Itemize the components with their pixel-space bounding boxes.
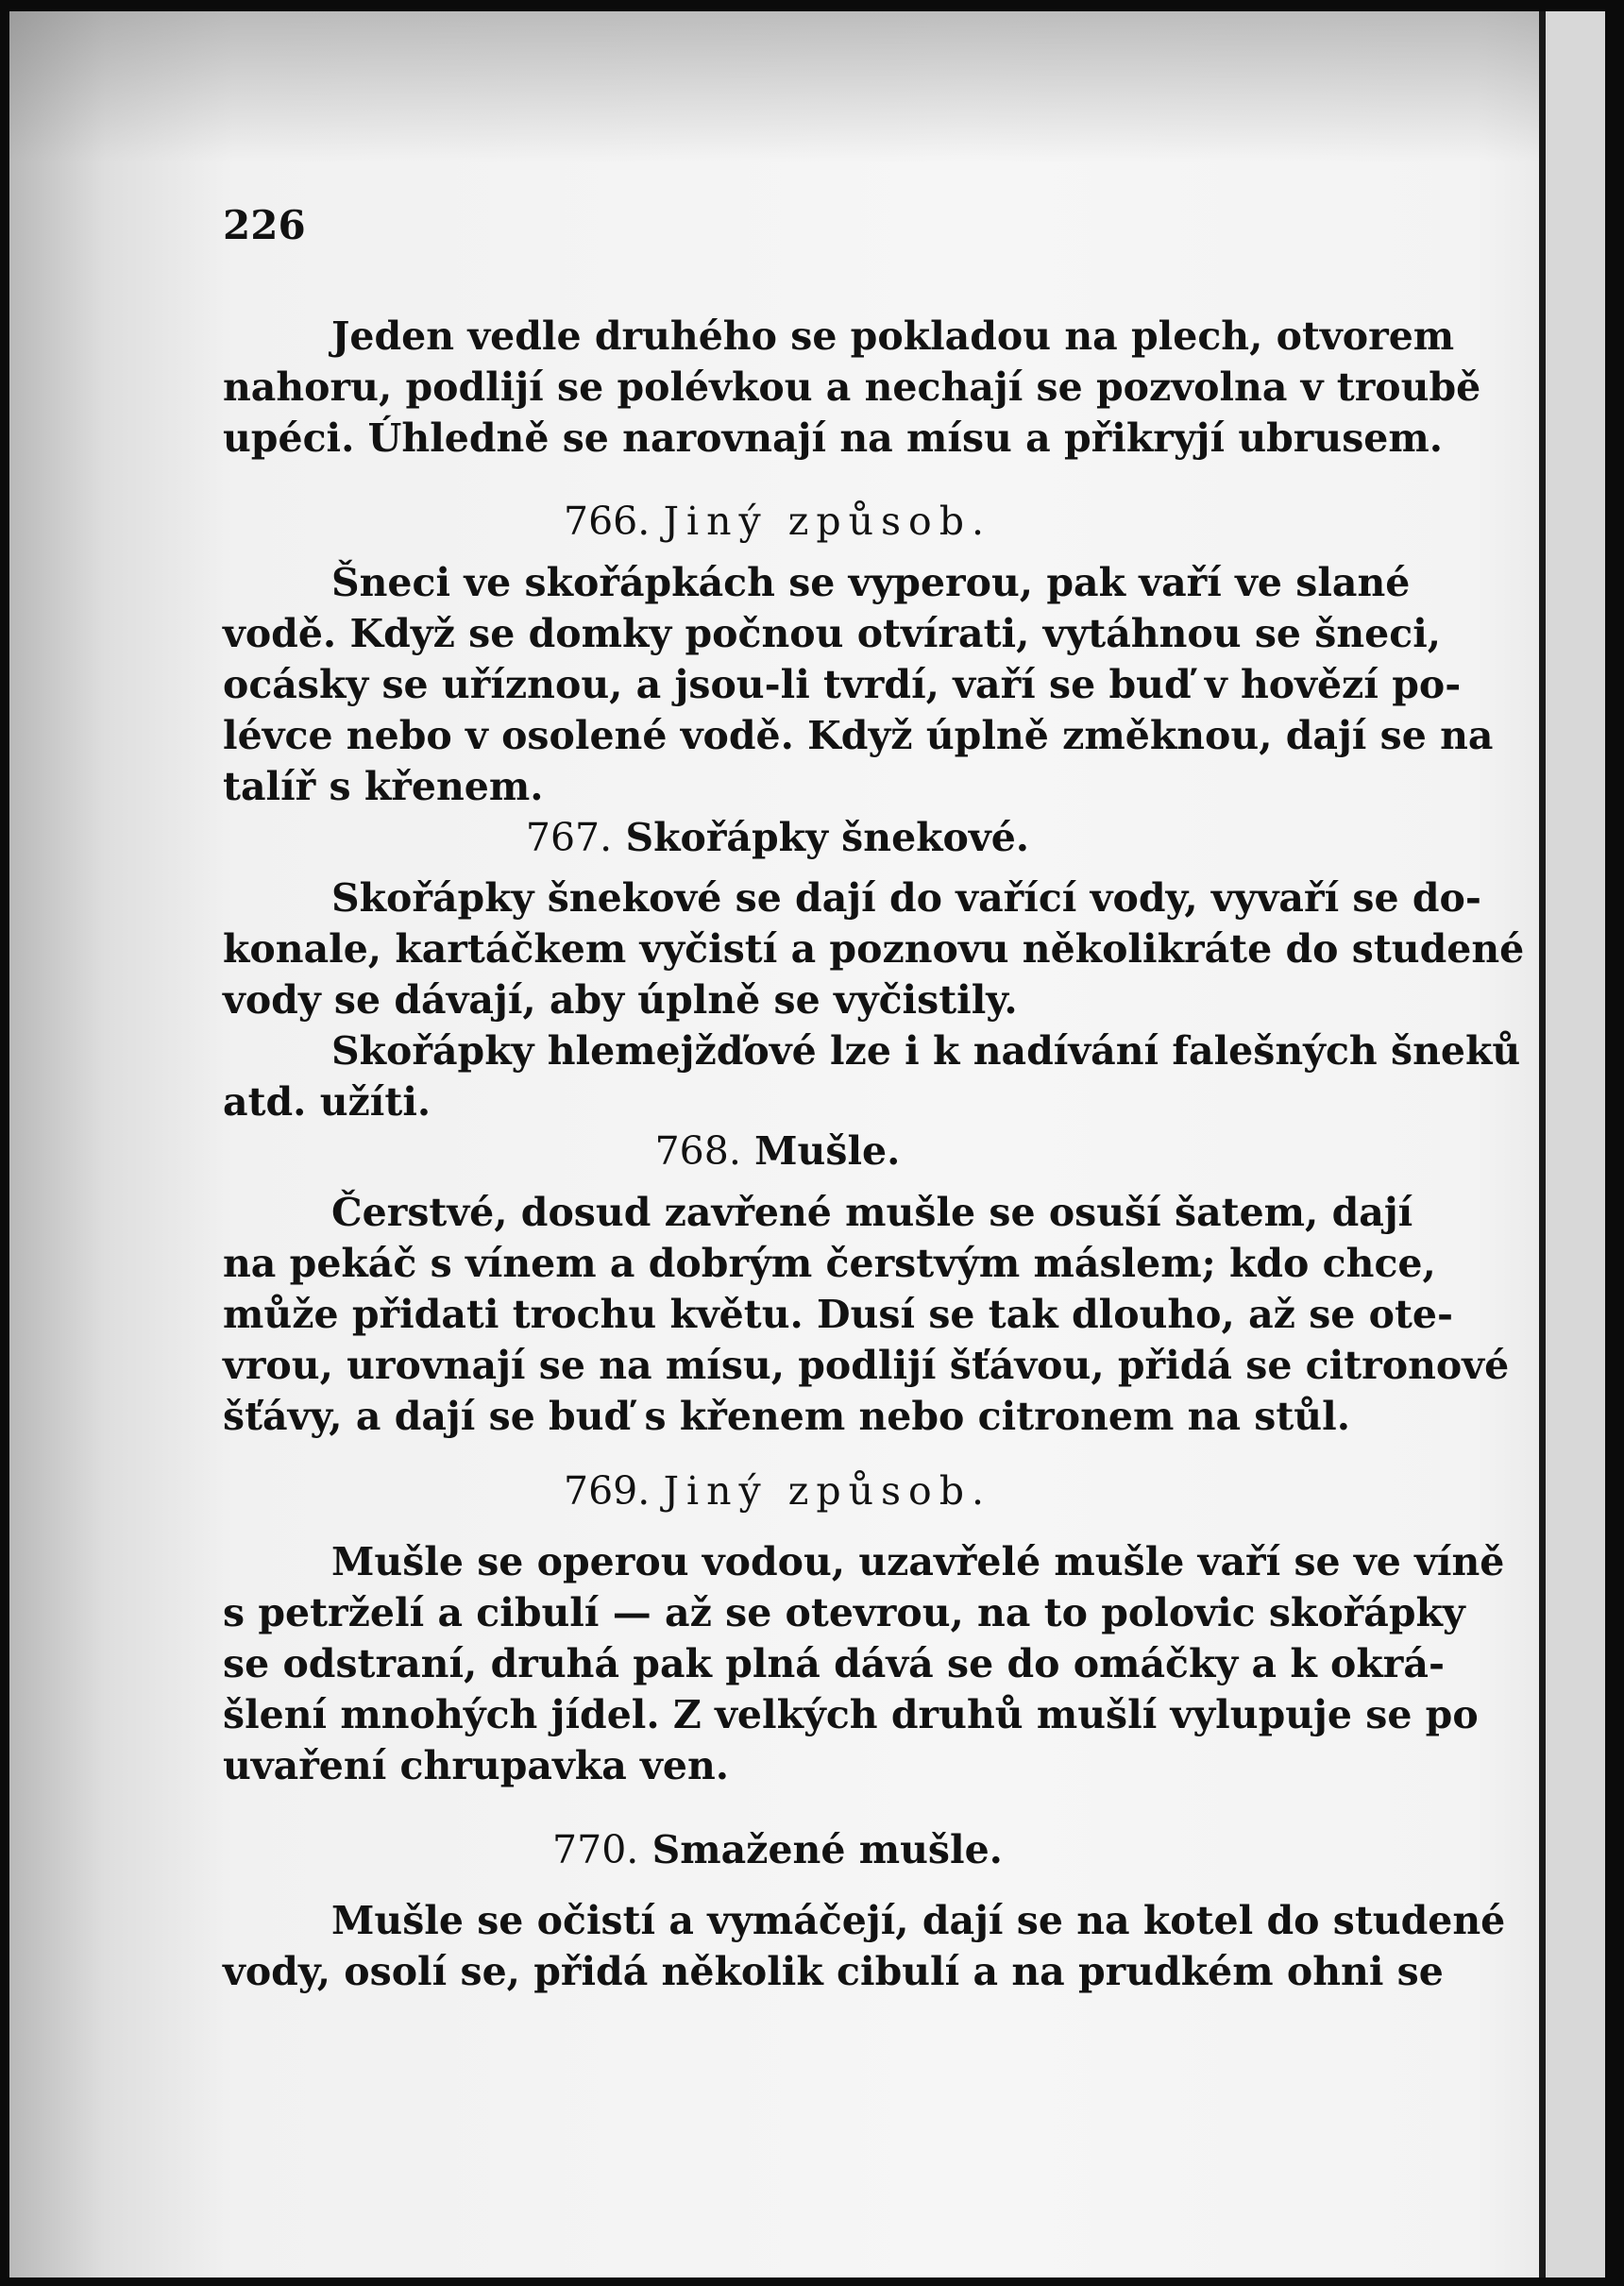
recipe-heading-769 [223,1465,1332,1516]
text-line: Skořápky hlemejžďové lze i k nadívání falešných šneků [331,1028,1521,1074]
recipe-heading-766 [223,496,1332,547]
recipe-heading-767 [223,812,1332,863]
text-line: nahoru, podlijí se polévkou a nechají se pozvolna v troubě [223,364,1481,410]
intro-paragraph [223,311,1481,464]
recipe-heading-768 [223,1126,1332,1177]
text-line: ocásky se uříznou, a jsou-li tvrdí, vaří se buď v hovězí po- [223,662,1462,707]
text-line: lévce nebo v osolené vodě. Když úplně změknou, dají se na [223,713,1494,758]
text-line: s petrželí a cibulí — až se otevrou, na to polovic skořápky [223,1590,1465,1635]
recipe-number: 770. [552,1827,639,1872]
text-line: se odstraní, druhá pak plná dává se do omáčky a k okrá- [223,1641,1445,1686]
text-line: Mušle se očistí a vymáčejí, dají se na kotel do studené [331,1898,1506,1943]
recipe-title: Jiný způsob. [663,499,991,544]
recipe-number: 768. [654,1128,741,1174]
recipe-title: Skořápky šnekové. [625,815,1030,860]
text-line: může přidati trochu květu. Dusí se tak dlouho, až se ote- [223,1292,1454,1337]
text-line: vodě. Když se domky počnou otvírati, vytáhnou se šneci, [223,611,1442,656]
recipe-number: 766. [564,499,651,544]
text-line: Čerstvé, dosud zavřené mušle se osuší šatem, dají [331,1190,1413,1235]
recipe-title: Jiný způsob. [663,1468,991,1514]
text-line: Skořápky šnekové se dají do vařící vody, vyvaří se do- [331,875,1481,921]
scanned-page [9,11,1605,2278]
page-number: 226 [223,202,306,248]
recipe-number: 767. [525,815,613,860]
text-line: šťávy, a dají se buď s křenem nebo citronem na stůl. [223,1394,1350,1439]
text-line: Mušle se operou vodou, uzavřelé mušle vaří se ve víně [331,1539,1505,1584]
text-line: na pekáč s vínem a dobrým čerstvým máslem; kdo chce, [223,1241,1436,1286]
text-line: vody se dávají, aby úplně se vyčistily. [223,977,1018,1023]
text-line: atd. užíti. [223,1079,431,1125]
recipe-title: Mušle. [754,1128,901,1174]
book-spine-edge [1539,11,1605,2278]
recipe-text-768 [223,1187,1510,1442]
text-line: konale, kartáčkem vyčistí a poznovu několikráte do studené [223,926,1525,972]
text-line: upéci. Úhledně se narovnají na mísu a přikryjí ubrusem. [223,415,1444,461]
recipe-heading-770 [223,1824,1332,1875]
recipe-text-770 [223,1895,1506,1997]
text-line: Jeden vedle druhého se pokladou na plech, otvorem [331,313,1455,359]
text-line: vody, osolí se, přidá několik cibulí a na prudkém ohni se [223,1949,1444,1994]
recipe-title: Smažené mušle. [651,1827,1003,1872]
text-line: talíř s křenem. [223,764,544,809]
text-line: vrou, urovnají se na mísu, podlijí šťávou, přidá se citronové [223,1343,1510,1388]
recipe-text-766 [223,557,1494,812]
recipe-text-769 [223,1536,1505,1791]
recipe-number: 769. [564,1468,651,1514]
text-line: Šneci ve skořápkách se vyperou, pak vaří ve slané [331,560,1411,605]
recipe-text-767 [223,872,1525,1127]
text-line: šlení mnohých jídel. Z velkých druhů mušlí vylupuje se po [223,1692,1479,1737]
text-line: uvaření chrupavka ven. [223,1743,730,1788]
